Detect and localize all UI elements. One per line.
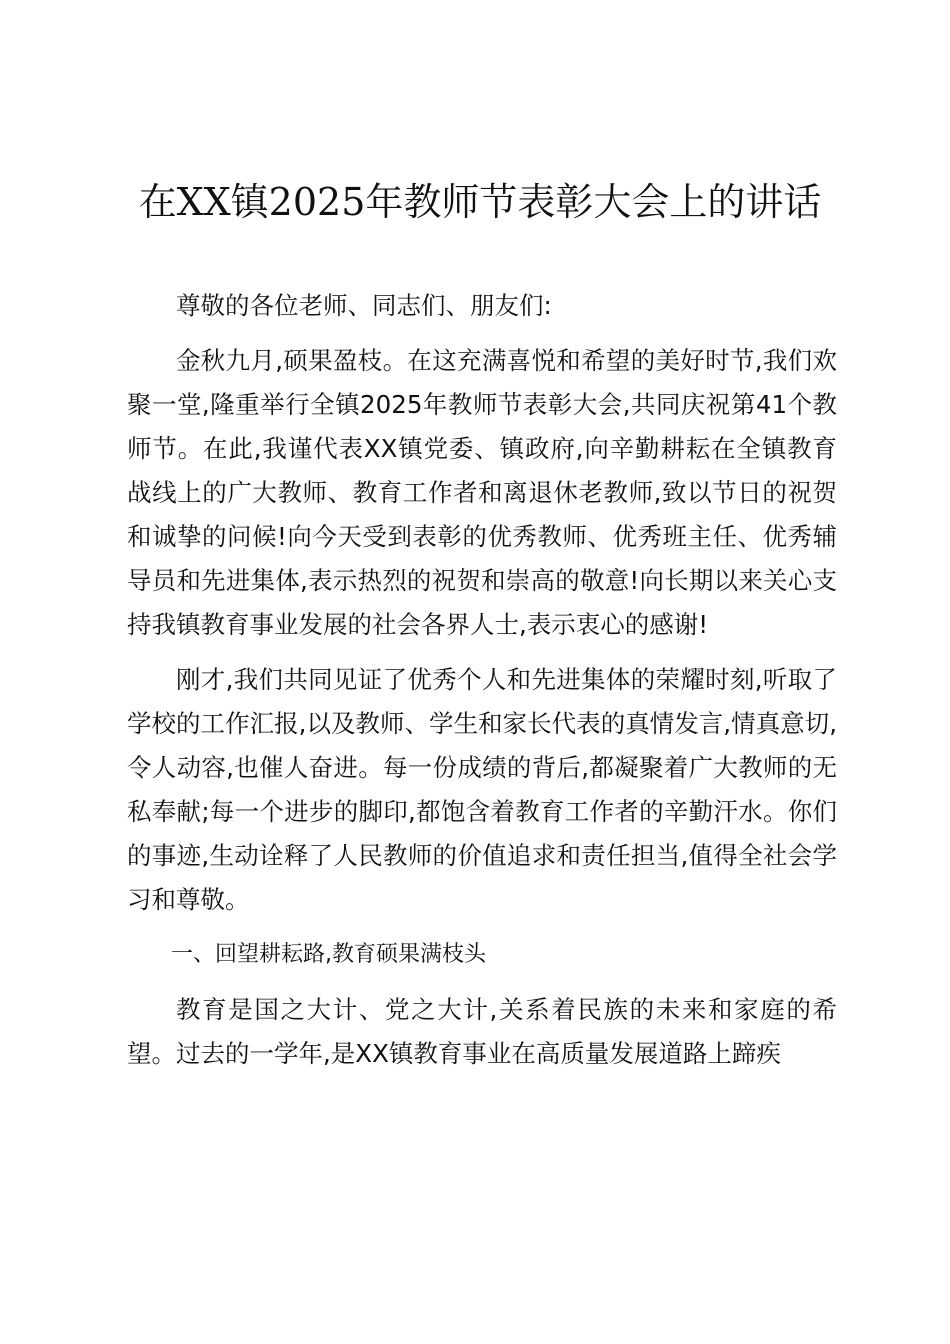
salutation: 尊敬的各位老师、同志们、朋友们: xyxy=(176,291,552,320)
section-heading: 一、回望耕耘路,教育硕果满枝头 xyxy=(171,942,486,967)
paragraph-review: 刚才,我们共同见证了优秀个人和先进集体的荣耀时刻,听取了学校的工作汇报,以及教师、学生和家长代表的真情发言,情真意切,令人动容,也催人奋进。每一份成绩的背后,都凝聚着广大教师的无私奉献;每一个进步的脚印,都饱含着教育工作者的辛勤汗水。你们的事迹,生动诠释了人民教师的价值追求和责任担当,值得全社会学习和尊敬。 xyxy=(127,665,837,914)
document-title: 在XX镇2025年教师节表彰大会上的讲话 xyxy=(138,180,822,224)
section-paragraph: 教育是国之大计、党之大计,关系着民族的未来和家庭的希望。过去的一学年,是XX镇教育事业在高质量发展道路上蹄疾 xyxy=(127,995,837,1068)
paragraph-opening: 金秋九月,硕果盈枝。在这充满喜悦和希望的美好时节,我们欢聚一堂,隆重举行全镇2025年教师节表彰大会,共同庆祝第41个教师节。在此,我谨代表XX镇党委、镇政府,向辛勤耕耘在全镇教育战线上的广大教师、教育工作者和离退休老教师,致以节日的祝贺和诚挚的问候!向今天受到表彰的优秀教师、优秀班主任、优秀辅导员和先进集体,表示热烈的祝贺和崇高的敬意!向长期以来关心支持我镇教育事业发展的社会各界人士,表示衷心的感谢! xyxy=(127,346,837,639)
document-body xyxy=(127,284,837,1076)
